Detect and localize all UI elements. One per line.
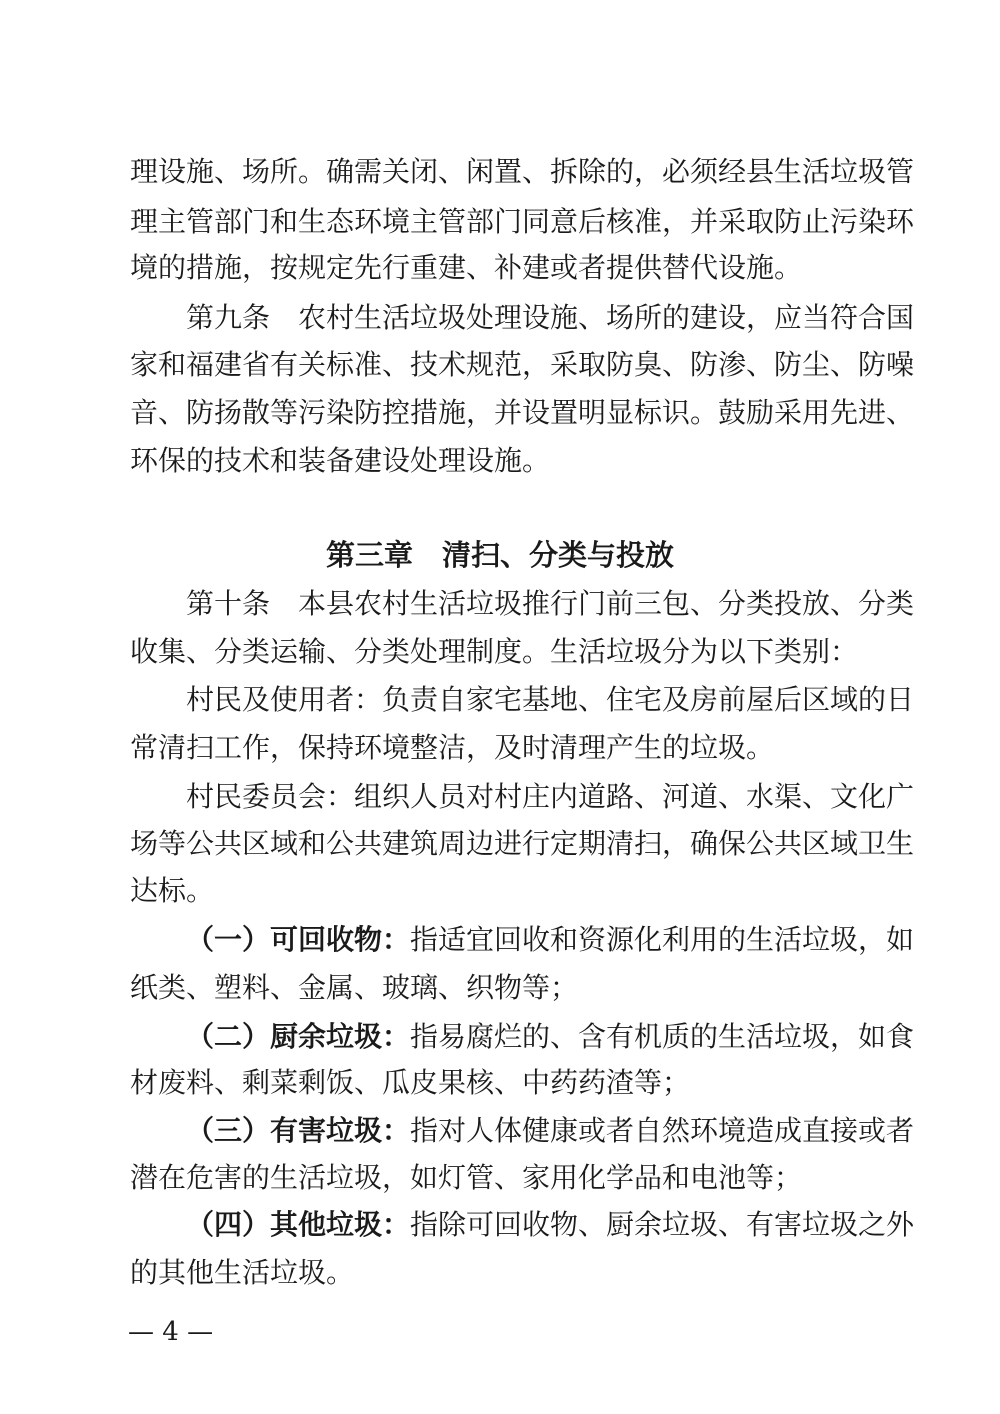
- text-line: [186, 298, 915, 338]
- text-line: [130, 441, 870, 481]
- text-line: [186, 680, 915, 720]
- article-number: 第九条: [186, 301, 299, 334]
- category-label: （四）其他垃圾：: [186, 1208, 411, 1241]
- line-text: 音、防扬散等污染防控措施，并设置明显标识。鼓励采用先进、: [130, 396, 915, 429]
- text-line: [130, 824, 915, 864]
- text-line: [130, 1253, 870, 1293]
- line-text: 指易腐烂的、含有机质的生活垃圾，如食: [410, 1020, 915, 1053]
- chapter-heading: 第三章 清扫、分类与投放: [325, 538, 674, 572]
- line-text: 纸类、塑料、金属、玻璃、织物等；: [130, 971, 579, 1004]
- category-label: （二）厨余垃圾：: [186, 1020, 411, 1053]
- text-line: [186, 777, 915, 817]
- text-line: [130, 1063, 870, 1103]
- category-label: （三）有害垃圾：: [186, 1114, 411, 1147]
- text-line: [186, 1017, 915, 1057]
- text-line: [130, 393, 915, 433]
- text-line: [130, 202, 915, 242]
- page-number: — 4 —: [128, 1317, 214, 1347]
- line-text: 家和福建省有关标准、技术规范，采取防臭、防渗、防尘、防噪: [130, 348, 915, 381]
- line-text: 村民及使用者：负责自家宅基地、住宅及房前屋后区域的日: [186, 683, 915, 716]
- line-text: 常清扫工作，保持环境整洁，及时清理产生的垃圾。: [130, 731, 775, 764]
- text-line: [130, 728, 870, 768]
- text-line: [186, 1205, 915, 1245]
- line-text: 指除可回收物、厨余垃圾、有害垃圾之外: [410, 1208, 915, 1241]
- line-text: 达标。: [130, 874, 215, 907]
- text-line: [130, 871, 870, 911]
- text-line: [186, 584, 915, 624]
- text-line: [130, 248, 870, 288]
- category-label: （一）可回收物：: [186, 923, 411, 956]
- line-text: 村民委员会：组织人员对村庄内道路、河道、水渠、文化广: [186, 780, 915, 813]
- line-text: 场等公共区域和公共建筑周边进行定期清扫，确保公共区域卫生: [130, 827, 915, 860]
- line-text: 理设施、场所。确需关闭、闲置、拆除的，必须经县生活垃圾管: [130, 155, 915, 188]
- text-line: [130, 632, 870, 672]
- text-line: [186, 920, 915, 960]
- text-line: [130, 345, 915, 385]
- line-text: 的其他生活垃圾。: [130, 1256, 355, 1289]
- text-line: [130, 152, 915, 192]
- line-text: 指适宜回收和资源化利用的生活垃圾，如: [410, 923, 915, 956]
- line-text: 环保的技术和装备建设处理设施。: [130, 444, 551, 477]
- text-line: [186, 1111, 915, 1151]
- text-line: [130, 1158, 870, 1198]
- line-text: 潜在危害的生活垃圾，如灯管、家用化学品和电池等；: [130, 1161, 803, 1194]
- line-text: 收集、分类运输、分类处理制度。生活垃圾分为以下类别：: [130, 635, 859, 668]
- line-text: 指对人体健康或者自然环境造成直接或者: [410, 1114, 915, 1147]
- line-text: 材废料、剩菜剩饭、瓜皮果核、中药药渣等；: [130, 1066, 691, 1099]
- line-text: 本县农村生活垃圾推行门前三包、分类投放、分类: [298, 587, 915, 620]
- article-number: 第十条: [186, 587, 299, 620]
- line-text: 理主管部门和生态环境主管部门同意后核准，并采取防止污染环: [130, 205, 915, 238]
- line-text: 境的措施，按规定先行重建、补建或者提供替代设施。: [130, 251, 803, 284]
- line-text: 农村生活垃圾处理设施、场所的建设，应当符合国: [298, 301, 915, 334]
- text-line: [130, 968, 870, 1008]
